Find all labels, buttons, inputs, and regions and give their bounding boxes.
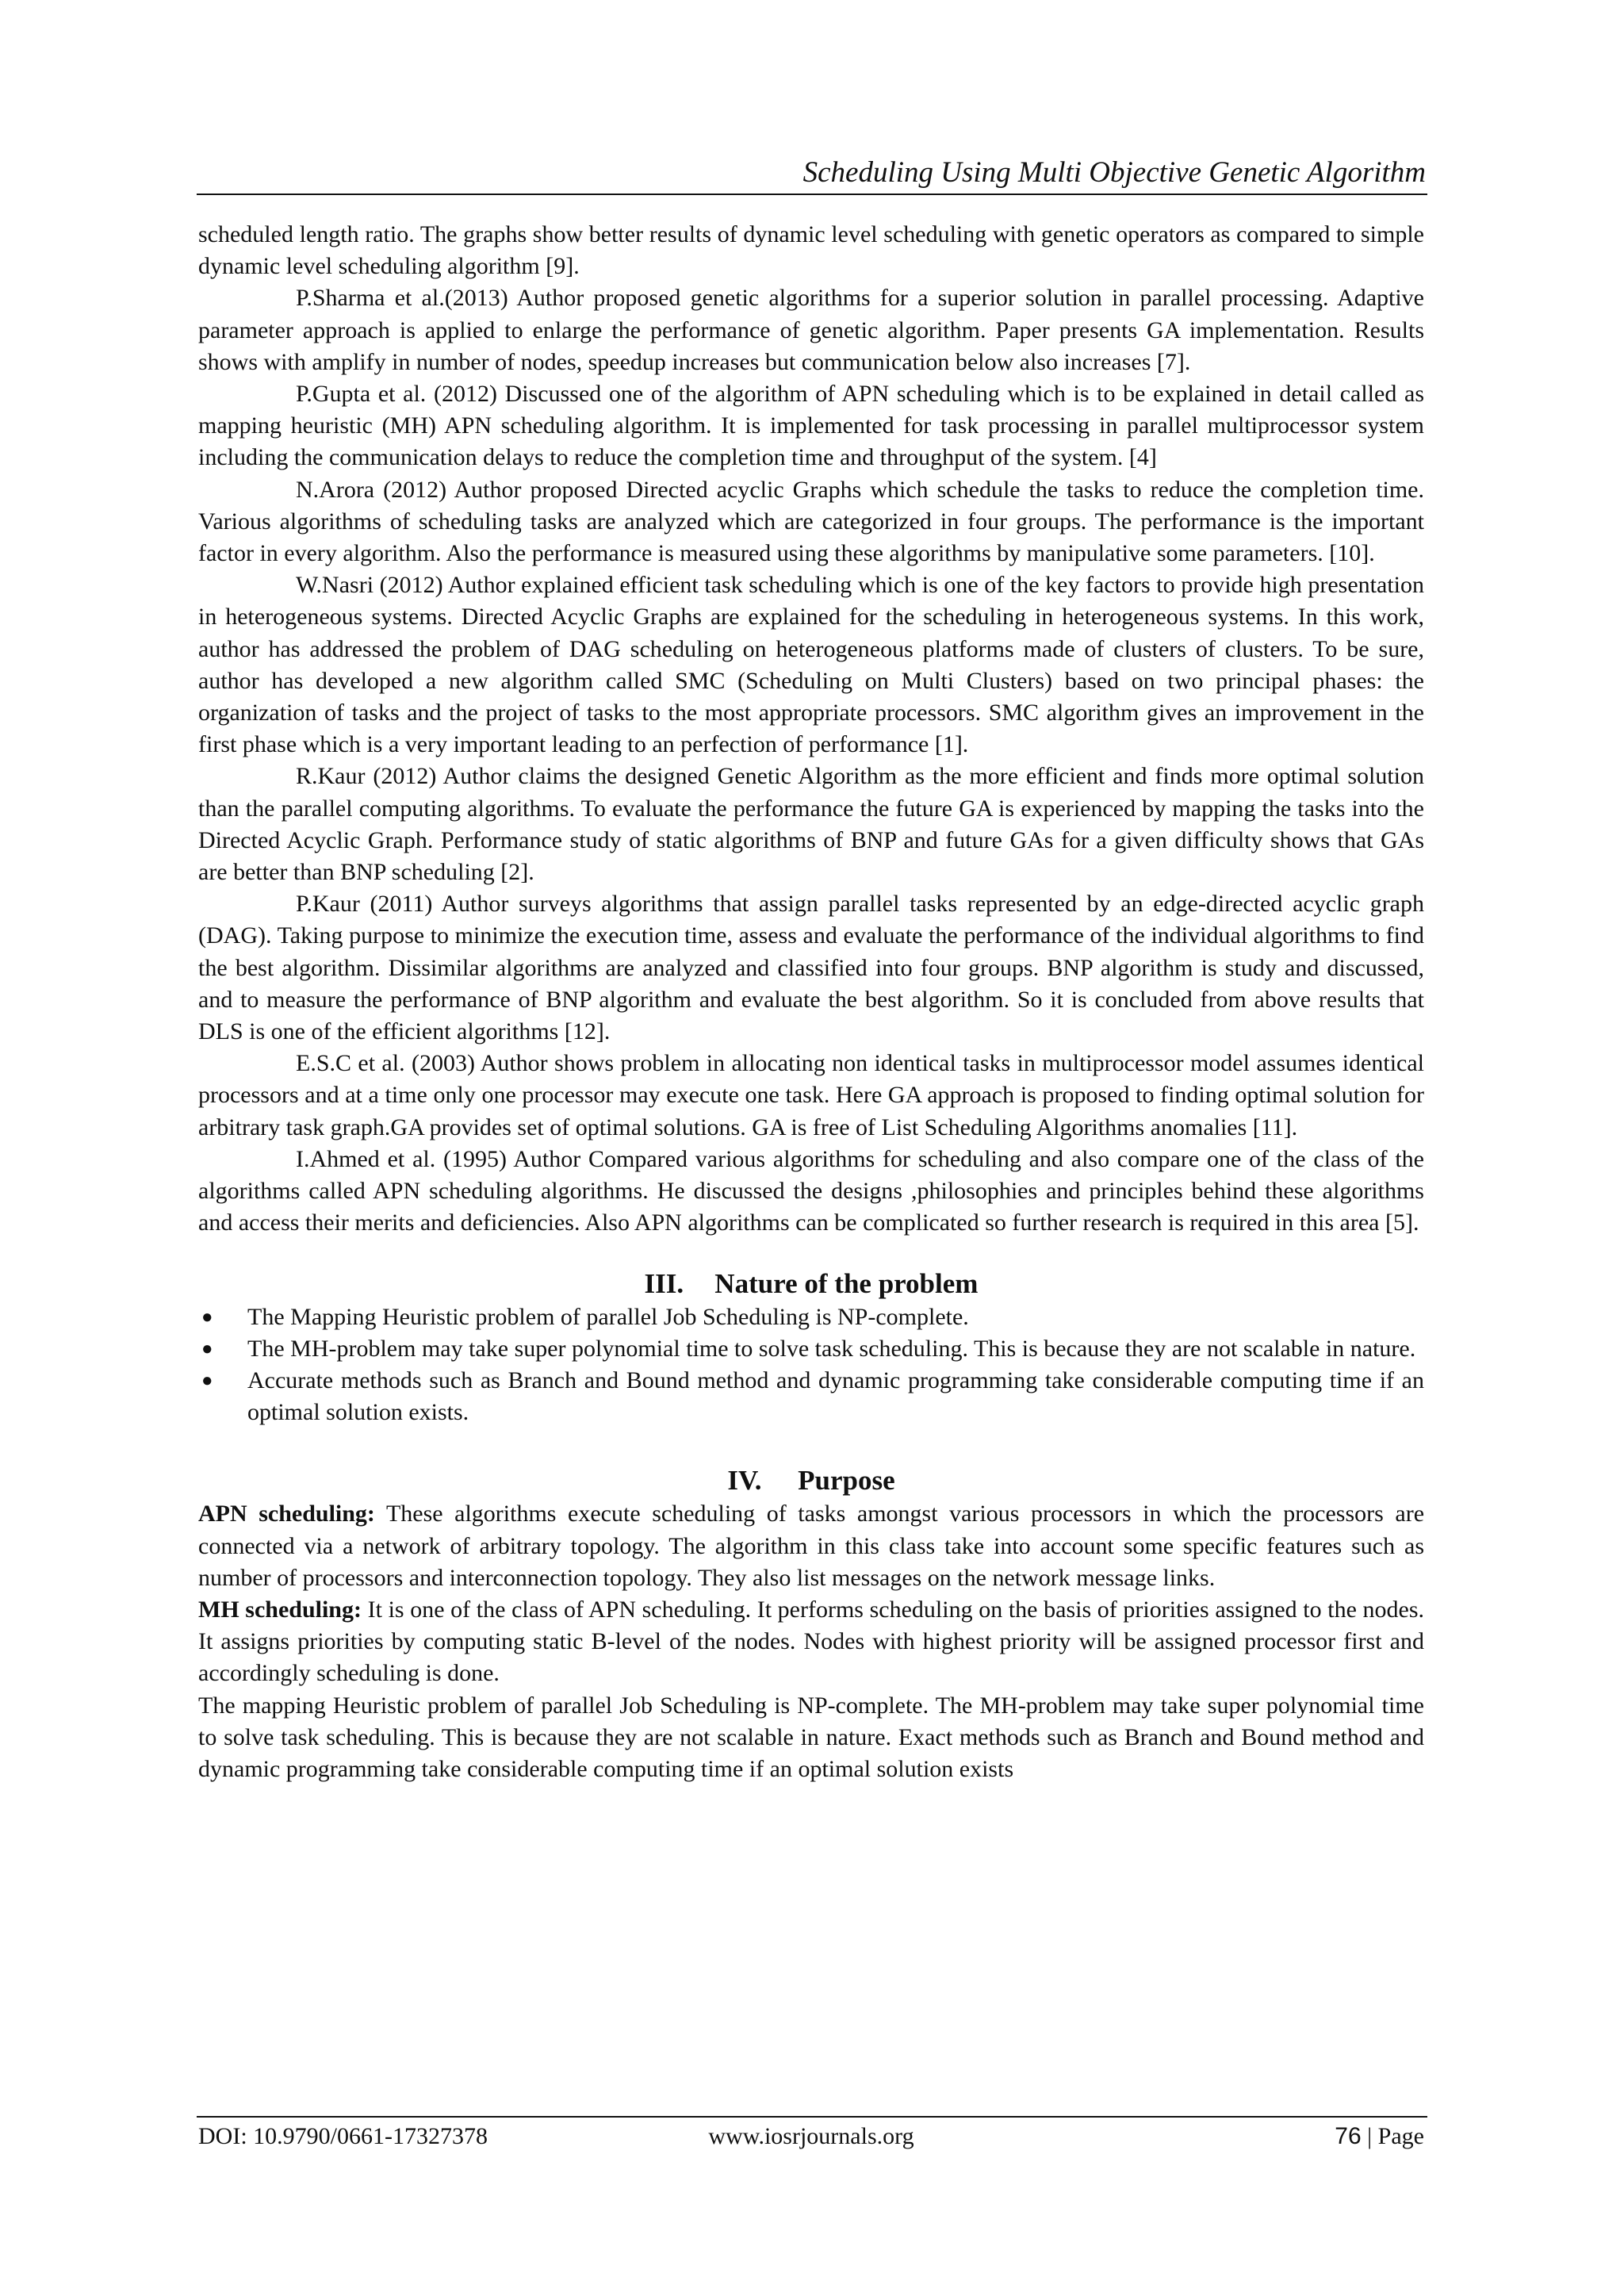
problem-bullet-list bbox=[198, 1301, 1424, 1429]
paragraph-esc: E.S.C et al. (2003) Author shows problem in allocating non identical tasks in multiprocessor model assumes identical processors and at a time only one processor may execute one task. Here GA approach is proposed to finding optimal solution for arbitrary task graph.GA provides set of optimal solutions. GA is free of List Scheduling Algorithms anomalies [11]. bbox=[198, 1050, 1424, 1140]
doi-text: DOI: 10.9790/0661-17327378 bbox=[198, 2123, 488, 2149]
term-mh-scheduling: MH scheduling: bbox=[198, 1596, 362, 1623]
definition-text: It is one of the class of APN scheduling. It performs scheduling on the basis of priorities assigned to the nodes. It assigns priorities by computing static B-level of the nodes. Nodes with highest priority will be assigned processor first and accordingly scheduling is done. bbox=[198, 1596, 1424, 1687]
page-number: 76 bbox=[1335, 2123, 1362, 2149]
term-apn-scheduling: APN scheduling: bbox=[198, 1501, 375, 1527]
page-indicator bbox=[1335, 2119, 1424, 2154]
section-heading-nature bbox=[198, 1267, 1424, 1301]
section-title: Nature of the problem bbox=[714, 1267, 979, 1299]
paragraph-apn-scheduling bbox=[198, 1498, 1424, 1594]
paragraph-p-kaur: P.Kaur (2011) Author surveys algorithms that assign parallel tasks represented by an edge-directed acyclic graph (DAG). Taking purpose to minimize the execution time, assess and evaluate the performance of the individual algorithms to find the best algorithm. Dissimilar algorithms are analyzed and classified into four groups. BNP algorithm is study and discussed, and to measure the performance of BNP algorithm and evaluate the best algorithm. So it is concluded from above results that DLS is one of the efficient algorithms [12]. bbox=[198, 891, 1424, 1045]
list-item bbox=[198, 1365, 1424, 1428]
paragraph-r-kaur: R.Kaur (2012) Author claims the designed Genetic Algorithm as the more efficient and finds more optimal solution than the parallel computing algorithms. To evaluate the performance the future GA is experienced by mapping the tasks into the Directed Acyclic Graph. Performance study of static algorithms of BNP and future GAs for a given difficulty shows that GAs are better than BNP scheduling [2]. bbox=[198, 763, 1424, 886]
body-content bbox=[198, 219, 1424, 1785]
section-number: III. bbox=[644, 1267, 684, 1299]
paragraph-nasri: W.Nasri (2012) Author explained efficient task scheduling which is one of the key factors to provide high presentation in heterogeneous systems. Directed Acyclic Graphs are explained for the scheduling in heterogeneous systems. In this work, author has addressed the problem of DAG scheduling on heterogeneous platforms made of clusters of clusters. To be sure, author has developed a new algorithm called SMC (Scheduling on Multi Clusters) based on two principal phases: the organization of tasks and the project of tasks to the most appropriate processors. SMC algorithm gives an improvement in the first phase which is a very important leading to an perfection of performance [1]. bbox=[198, 572, 1424, 758]
list-item-text: The MH-problem may take super polynomial time to solve task scheduling. This is because they are not scalable in nature. bbox=[247, 1335, 1416, 1362]
journal-website: www.iosrjournals.org bbox=[708, 2123, 914, 2149]
running-header: Scheduling Using Multi Objective Genetic Algorithm bbox=[802, 156, 1426, 189]
bullet-icon: ● bbox=[201, 1338, 213, 1359]
paragraph-sharma: P.Sharma et al.(2013) Author proposed genetic algorithms for a superior solution in parallel processing. Adaptive parameter approach is applied to enlarge the performance of genetic algorithm. Paper presents GA implementation. Results shows with amplify in number of nodes, speedup increases but communication below also increases [7]. bbox=[198, 285, 1424, 375]
paragraph-continuation: scheduled length ratio. The graphs show better results of dynamic level scheduling with genetic operators as compared to simple dynamic level scheduling algorithm [9]. bbox=[198, 221, 1424, 280]
section-number: IV. bbox=[727, 1465, 762, 1497]
list-item bbox=[198, 1333, 1424, 1365]
paragraph-ahmed: I.Ahmed et al. (1995) Author Compared various algorithms for scheduling and also compare one of the class of the algorithms called APN scheduling algorithms. He discussed the designs ,philosophies and principles behind these algorithms and access their merits and deficiencies. Also APN algorithms can be complicated so further research is required in this area [5]. bbox=[198, 1145, 1424, 1236]
bullet-icon: ● bbox=[201, 1306, 213, 1328]
paragraph-arora: N.Arora (2012) Author proposed Directed acyclic Graphs which schedule the tasks to reduce the completion time. Various algorithms of scheduling tasks are analyzed which are categorized in four groups. The performance is the important factor in every algorithm. Also the performance is measured using these algorithms by manipulative some parameters. [10]. bbox=[198, 476, 1424, 567]
list-item bbox=[198, 1301, 1424, 1333]
definition-text: These algorithms execute scheduling of tasks amongst various processors in which the processors are connected via a network of arbitrary topology. The algorithm in this class take into account some specific features such as number of processors and interconnection topology. They also list messages on the network message links. bbox=[198, 1501, 1425, 1591]
section-heading-purpose bbox=[198, 1463, 1424, 1498]
page-label: | Page bbox=[1361, 2123, 1424, 2149]
list-item-text: The Mapping Heuristic problem of parallel Job Scheduling is NP-complete. bbox=[247, 1303, 969, 1330]
bullet-icon: ● bbox=[201, 1370, 213, 1391]
section-title: Purpose bbox=[798, 1465, 895, 1497]
paragraph-closing: The mapping Heuristic problem of parallel Job Scheduling is NP-complete. The MH-problem may take super polynomial time to solve task scheduling. This is because they are not scalable in nature. Exact methods such as Branch and Bound method and dynamic programming take considerable computing time if an optimal solution exists bbox=[198, 1692, 1424, 1782]
footer-rule bbox=[197, 2116, 1427, 2118]
list-item-text: Accurate methods such as Branch and Bound method and dynamic programming take considerable computing time if an optimal solution exists. bbox=[247, 1366, 1424, 1426]
header-rule bbox=[197, 194, 1427, 195]
paragraph-mh-scheduling bbox=[198, 1594, 1424, 1690]
paragraph-gupta: P.Gupta et al. (2012) Discussed one of the algorithm of APN scheduling which is to be explained in detail called as mapping heuristic (MH) APN scheduling algorithm. It is implemented for task processing in parallel multiprocessor system including the communication delays to reduce the completion time and throughput of the system. [4] bbox=[198, 381, 1424, 471]
